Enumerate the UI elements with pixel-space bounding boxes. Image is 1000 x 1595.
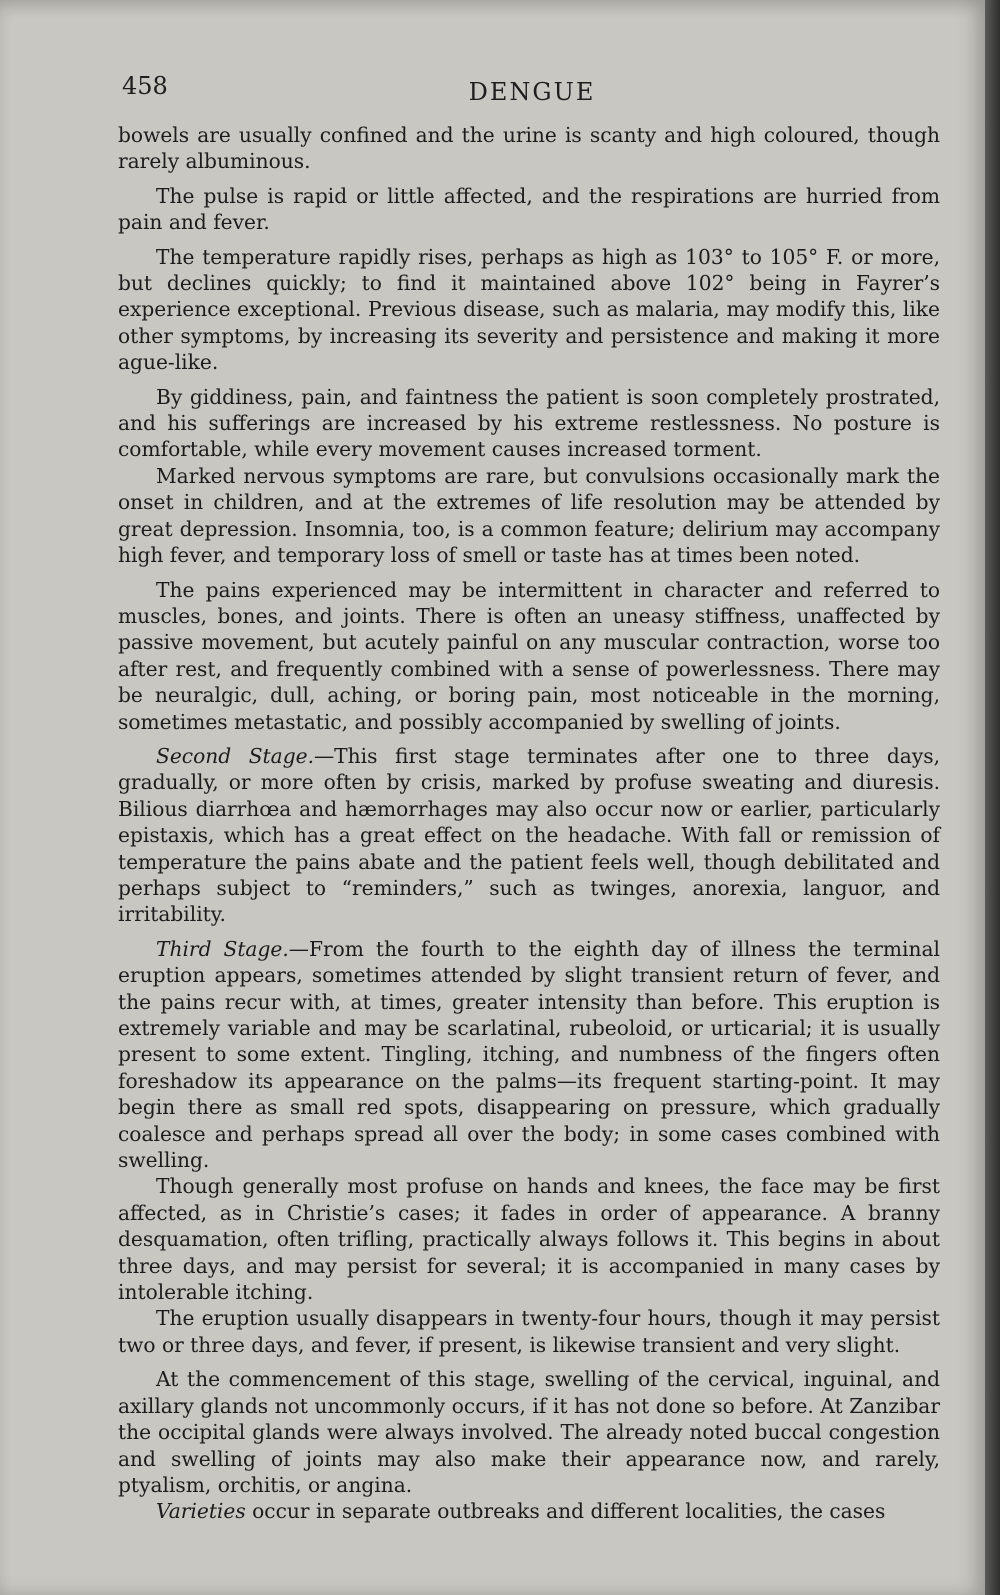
page-number: 458 [122, 72, 168, 100]
page-header [122, 72, 942, 112]
paragraph-text: By giddiness, pain, and faintness the patient is soon completely prostrated, and his sufferings are increased by his extreme restlessness. No posture is comfortable, while every movement causes increased torment. [118, 384, 940, 462]
paragraph [118, 244, 940, 376]
section-lead: Varieties [156, 1499, 246, 1524]
paragraph-text: occur in separate outbreaks and different localities, the cases [245, 1499, 886, 1524]
paragraph [118, 183, 940, 236]
paragraph [118, 463, 940, 569]
paragraph-text: At the commencement of this stage, swelling of the cervical, inguinal, and axillary glands not uncommonly occurs, if it has not done so before. At Zanzibar the occipital glands were always involved. The already noted buccal congestion and swelling of joints may also make their appearance now, and rarely, ptyalism, orchitis, or angina. [118, 1367, 940, 1497]
paragraph-text: bowels are usually confined and the urine is scanty and high coloured, though rarely albuminous. [118, 123, 940, 174]
paragraph-text: The pains experienced may be intermittent in character and referred to muscles, bones, and joints. There is often an uneasy stiffness, unaffected by passive movement, but acutely painful on any muscular contraction, worse too after rest, and frequently combined with a sense of powerlessness. There may be neuralgic, dull, aching, or boring pain, most noticeable in the morning, sometimes metastatic, and possibly accompanied by swelling of joints. [118, 577, 940, 734]
running-head: DENGUE [468, 78, 596, 106]
paragraph [118, 743, 940, 928]
paragraph-text: Though generally most profuse on hands and knees, the face may be first affected, as in Christie’s cases; it fades in order of appearance. A branny desquamation, often trifling, practically always follows it. This begins in about three days, and may persist for several; it is accompanied in many cases by intolerable itching. [118, 1174, 940, 1305]
section-lead: Third Stage. [156, 936, 289, 961]
paragraph [118, 936, 940, 1174]
page-edge-shadow [985, 0, 1000, 1595]
paragraph [118, 1305, 940, 1358]
paragraph-text: The eruption usually disappears in twenty-four hours, though it may persist two or three days, and fever, if present, is likewise transient and very slight. [118, 1306, 940, 1357]
paragraph [118, 577, 940, 735]
paragraph [118, 384, 940, 463]
paragraph [118, 122, 940, 175]
paragraph [118, 1173, 940, 1305]
paragraph-text: The pulse is rapid or little affected, and the respirations are hurried from pain and fever. [118, 183, 940, 235]
paragraph-text: —From the fourth to the eighth day of illness the terminal eruption appears, sometimes attended by slight transient return of fever, and the pains recur with, at times, greater intensity than before. This eruption is extremely variable and may be scarlatinal, rubeoloid, or urticarial; it is usually present to some extent. Tingling, itching, and numbness of the fingers often foreshadow its appearance on the palms—its frequent starting-point. It may begin there as small red spots, disappearing on pressure, which gradually coalesce and perhaps spread all over the body; in some cases combined with swelling. [118, 936, 940, 1173]
paragraph-text: Marked nervous symptoms are rare, but convulsions occasionally mark the onset in children, and at the extremes of life resolution may be attended by great depression. Insomnia, too, is a common feature; delirium may accompany high fever, and temporary loss of smell or taste has at times been noted. [118, 463, 940, 568]
paragraph-text: —This first stage terminates after one to three days, gradually, or more often by crisis, marked by profuse sweating and diuresis. Bilious diarrhœa and hæmorrhages may also occur now or earlier, particularly epistaxis, which has a great effect on the headache. With fall or remission of temperature the pains abate and the patient feels well, though debilitated and perhaps subject to “reminders,” such as twinges, anorexia, languor, and irritability. [118, 743, 941, 927]
paragraph-text: The temperature rapidly rises, perhaps as high as 103° to 105° F. or more, but declines quickly; to find it maintained above 102° being in Fayrer’s experience exceptional. Previous disease, such as malaria, may modify this, like other symptoms, by increasing its severity and persistence and making it more ague-like. [118, 244, 940, 375]
paragraph [118, 1366, 940, 1498]
paragraph [118, 1498, 940, 1524]
section-lead: Second Stage. [156, 743, 314, 768]
page-body [118, 122, 940, 1525]
